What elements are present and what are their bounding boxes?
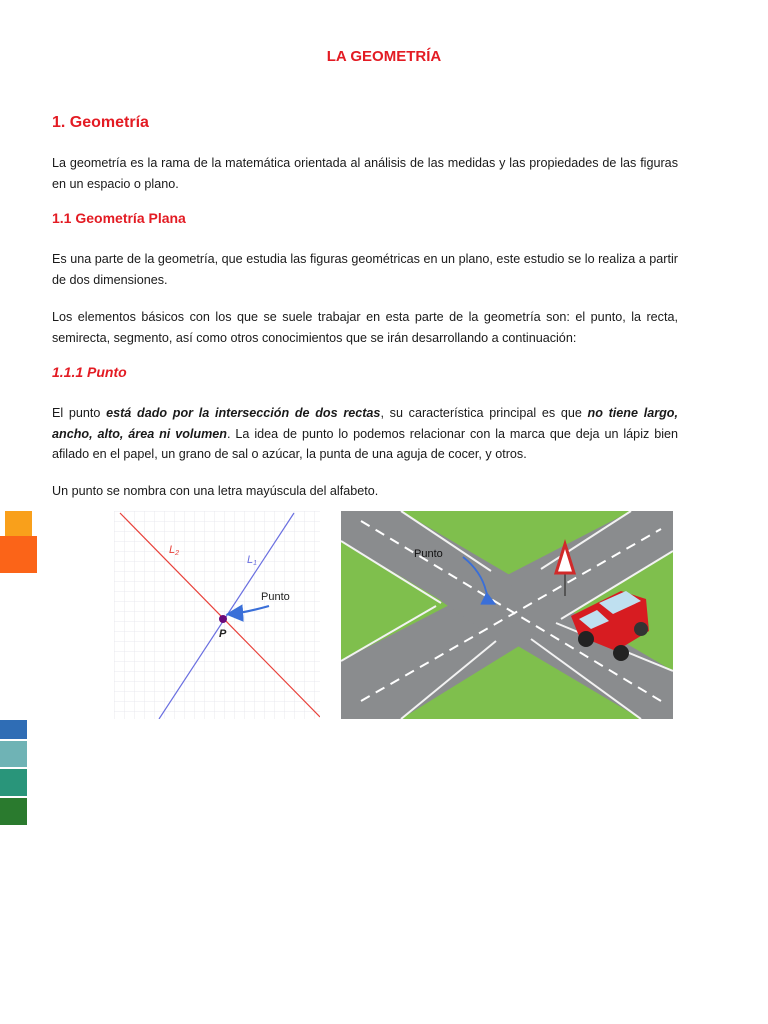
label-l1: L1 [247,554,258,567]
section-heading-geometria: 1. Geometría [52,114,149,131]
intersecting-lines-figure [114,511,320,719]
decorative-teal-block [0,741,27,767]
text-run: . La idea de punto lo podemos relacionar con la marca que deja un lápiz bien afilado en el papel, un grano de sal o azúcar, la punta de una aguja de cocer, y otros. [52,426,679,461]
label-p: P [219,628,227,640]
text-run: , su característica principal es que [380,406,588,420]
decorative-green-block [0,769,27,796]
decorative-orange-block [5,511,32,536]
label-punto-road: Punto [414,548,443,560]
paragraph-plane-geometry: Es una parte de la geometría, que estudia las figuras geométricas en un plano, este estudio se lo realiza a partir de dos dimensiones. [52,252,678,287]
section-heading-geometria-plana: 1.1 Geometría Plana [52,210,186,226]
paragraph-basic-elements: Los elementos básicos con los que se suele trabajar en esta parte de la geometría son: el punto, la recta, semirecta, segmento, así como otros conocimientos que se irán desarrollando a continuación: [52,310,678,345]
decorative-red-orange-block [0,536,37,573]
emphasis-no-dimensions: no tiene largo, ancho, alto, área ni volumen [52,406,678,441]
label-l2: L2 [169,544,180,557]
decorative-dark-green-block [0,798,27,825]
grid-background [114,511,320,719]
paragraph-definition: La geometría es la rama de la matemática orientada al análisis de las medidas y las propiedades de las figuras en un espacio o plano. [52,156,678,191]
text-run: El punto [52,406,107,420]
paragraph-point-definition [52,403,678,465]
decorative-blue-block [0,720,27,739]
road-intersection-figure [341,511,673,719]
point-p [219,615,227,623]
document-title: LA GEOMETRÍA [326,48,442,65]
emphasis-intersection: está dado por la intersección de dos rectas [106,406,381,420]
label-punto: Punto [261,591,290,603]
section-heading-punto: 1.1.1 Punto [52,364,127,380]
paragraph-point-naming: Un punto se nombra con una letra mayúscula del alfabeto. [52,484,379,498]
